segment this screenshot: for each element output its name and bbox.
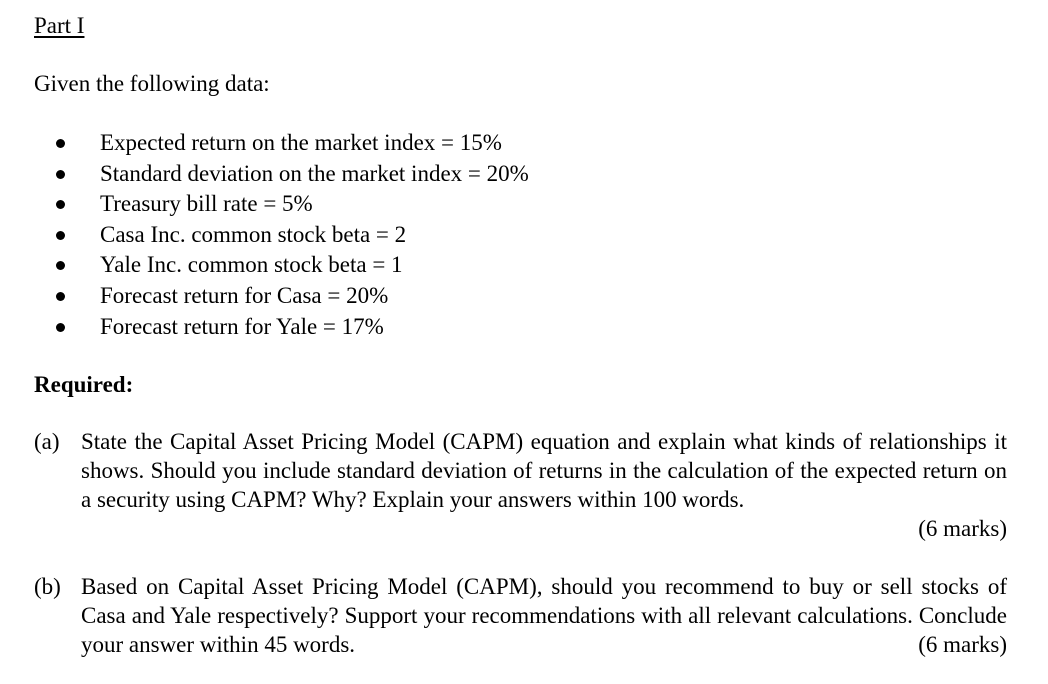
bullet-icon <box>56 292 65 301</box>
bullet-icon <box>56 323 65 332</box>
bullet-icon <box>56 231 65 240</box>
list-item-text: Forecast return for Casa = 20% <box>100 282 389 308</box>
list-item-text: Yale Inc. common stock beta = 1 <box>100 252 403 278</box>
required-heading: Required: <box>34 372 134 397</box>
question-label: (a) <box>34 429 60 454</box>
list-item-text: Expected return on the market index = 15% <box>100 130 502 155</box>
list-item <box>0 159 529 190</box>
question-label: (b) <box>34 574 61 599</box>
question-marks: (6 marks) <box>918 516 1007 541</box>
part-title: Part I <box>34 13 85 38</box>
list-item <box>0 220 529 251</box>
bullet-icon <box>56 261 65 270</box>
intro-text: Given the following data: <box>34 71 270 96</box>
list-item <box>0 189 529 220</box>
question-text: State the Capital Asset Pricing Model (CAPM) equation and explain what kinds of relationships it shows. Should you include standard deviation of returns in the calculation of the expected return on a security using CAPM? Why? Explain your answers within 100 words. <box>81 429 1007 512</box>
list-item-text: Treasury bill rate = 5% <box>100 191 313 217</box>
question-text: Based on Capital Asset Pricing Model (CAPM), should you recommend to buy or sell stocks of Casa and Yale respectively? Support your recommendations with all relevant calculations. Conclude your answer within 45 words. <box>81 574 1007 657</box>
bullet-icon <box>56 170 65 179</box>
list-item <box>0 250 529 281</box>
data-list <box>0 128 529 342</box>
list-item-text: Forecast return for Yale = 17% <box>100 313 384 339</box>
list-item-text: Casa Inc. common stock beta = 2 <box>100 221 407 247</box>
list-item <box>0 281 529 312</box>
list-item-text: Standard deviation on the market index = 20% <box>100 160 529 186</box>
list-item <box>0 128 529 159</box>
list-item <box>0 312 529 343</box>
bullet-icon <box>56 200 65 209</box>
bullet-icon <box>56 139 65 148</box>
question-marks: (6 marks) <box>918 632 1007 657</box>
